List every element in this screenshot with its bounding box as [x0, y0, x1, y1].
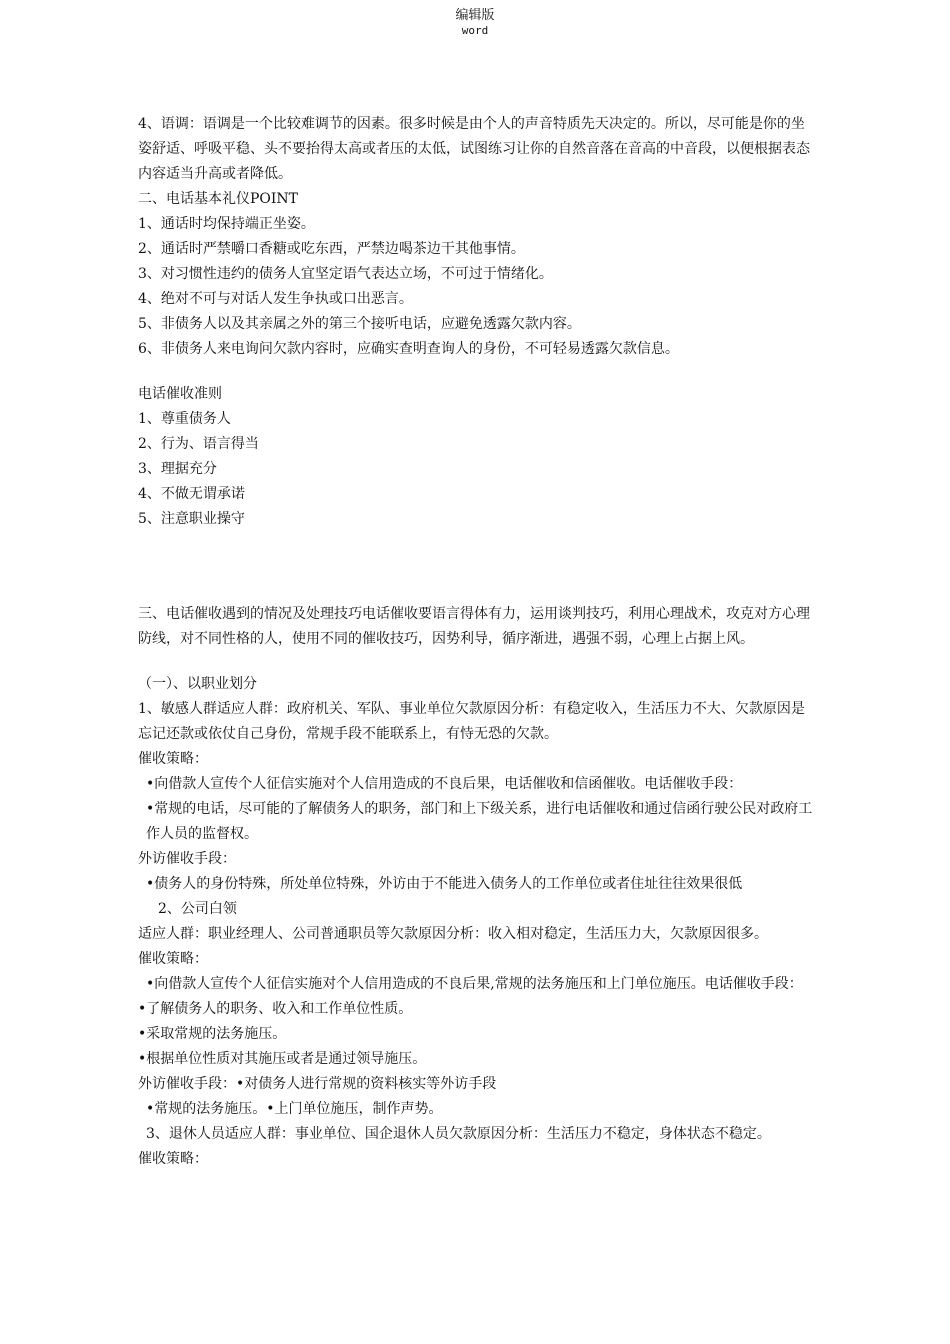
rule-item: 5、注意职业操守	[138, 511, 245, 527]
bullet-item: •了解债务人的职务、收入和工作单位性质。	[138, 1001, 413, 1017]
section-title-etiquette: 二、电话基本礼仪POINT	[138, 191, 299, 207]
bullet-item: •采取常规的法务施压。	[138, 1026, 287, 1042]
strategy-label: 催收策略：	[138, 1151, 208, 1167]
section-title-rules: 电话催收准则	[138, 386, 222, 402]
document-body	[138, 112, 814, 1172]
rule-item: 3、理据充分	[138, 461, 217, 477]
page-header	[0, 8, 950, 38]
bullet-item: •向借款人宣传个人征信实施对个人信用造成的不良后果,常规的法务施压和上门单位施压。电话催收手段：	[146, 976, 803, 992]
subsection-title-occupation: （一）、以职业划分	[138, 676, 257, 692]
visit-label: 外访催收手段：	[138, 851, 236, 867]
list-item: 2、通话时严禁嚼口香糖或吃东西，严禁边喝茶边干其他事情。	[138, 241, 525, 257]
bullet-item: •常规的电话，尽可能的了解债务人的职务，部门和上下级关系，进行电话催收和通过信函行驶公民对政府工作人员的监督权。	[146, 801, 813, 842]
bullet-item: •债务人的身份特殊，所处单位特殊，外访由于不能进入债务人的工作单位或者住址往往效果很低	[146, 876, 743, 892]
strategy-label: 催收策略：	[138, 751, 208, 767]
rule-item: 2、行为、语言得当	[138, 436, 259, 452]
list-item: 1、通话时均保持端正坐姿。	[138, 216, 315, 232]
bullet-item: •向借款人宣传个人征信实施对个人信用造成的不良后果，电话催收和信函催收。电话催收手段：	[146, 776, 743, 792]
rule-item: 1、尊重债务人	[138, 411, 231, 427]
strategy-label: 催收策略：	[138, 951, 208, 967]
category-sensitive: 1、敏感人群适应人群：政府机关、军队、事业单位欠款原因分析：有稳定收入，生活压力不大、欠款原因是忘记还款或依仗自己身份，常规手段不能联系上，有恃无恐的欠款。	[138, 701, 805, 742]
section-title-techniques: 三、电话催收遇到的情况及处理技巧电话催收要语言得体有力，运用谈判技巧，利用心理战术，攻克对方心理防线，对不同性格的人，使用不同的催收技巧，因势利导，循序渐进，遇强不弱，心理上占据上风。	[138, 606, 810, 647]
rule-item: 4、不做无谓承诺	[138, 486, 245, 502]
list-item: 3、对习惯性违约的债务人宜坚定语气表达立场，不可过于情绪化。	[138, 266, 553, 282]
header-title: 编辑版	[455, 8, 495, 23]
category-retired: 3、退休人员适应人群：事业单位、国企退休人员欠款原因分析：生活压力不稳定，身体状态不稳定。	[146, 1126, 771, 1142]
visit-methods: 外访催收手段：•对债务人进行常规的资料核实等外访手段	[138, 1076, 497, 1092]
header-subtitle: word	[461, 24, 489, 37]
category-white-collar: 2、公司白领	[158, 901, 237, 917]
list-item: 4、绝对不可与对话人发生争执或口出恶言。	[138, 291, 413, 307]
list-item: 5、非债务人以及其亲属之外的第三个接听电话，应避免透露欠款内容。	[138, 316, 581, 332]
bullet-item: •常规的法务施压。•上门单位施压，制作声势。	[146, 1101, 443, 1117]
list-item: 6、非债务人来电询问欠款内容时，应确实查明查询人的身份，不可轻易透露欠款信息。	[138, 341, 679, 357]
category-description: 适应人群：职业经理人、公司普通职员等欠款原因分析：收入相对稳定，生活压力大，欠款原因很多。	[138, 926, 768, 942]
bullet-item: •根据单位性质对其施压或者是通过领导施压。	[138, 1051, 427, 1067]
paragraph-tone: 4、语调：语调是一个比较难调节的因素。很多时候是由个人的声音特质先天决定的。所以，尽可能是你的坐姿舒适、呼吸平稳、头不要抬得太高或者压的太低，试图练习让你的自然音落在音高的中音段，以便根据表态内容适当升高或者降低。	[138, 116, 810, 182]
